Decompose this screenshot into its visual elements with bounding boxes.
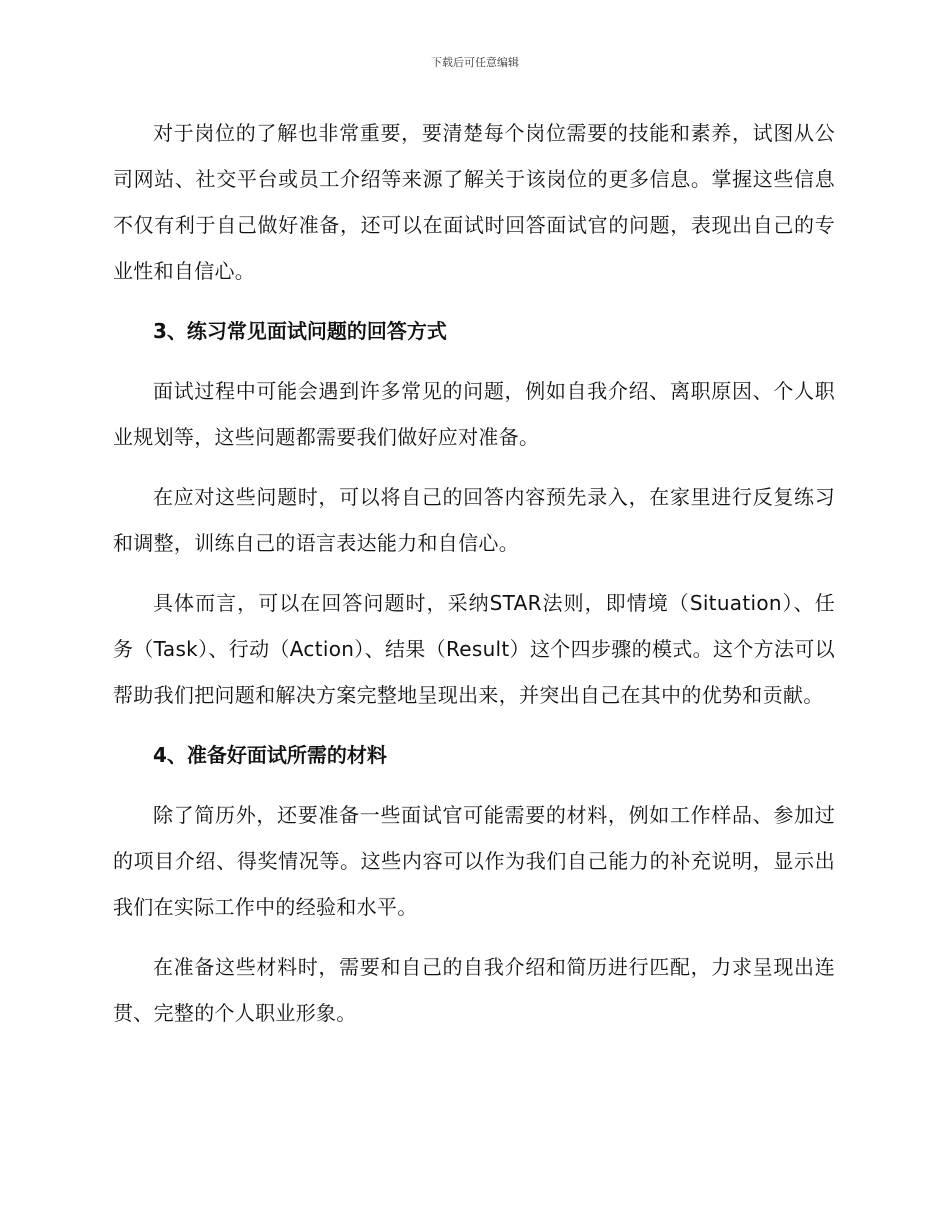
paragraph-practice: 在应对这些问题时，可以将自己的回答内容预先录入，在家里进行反复练习和调整，训练自己的语言表达能力和自信心。 — [113, 485, 835, 555]
paragraph-materials: 除了简历外，还要准备一些面试官可能需要的材料，例如工作样品、参加过的项目介绍、得奖情况等。这些内容可以作为我们自己能力的补充说明，显示出我们在实际工作中的经验和水平。 — [113, 803, 835, 919]
paragraph-matching: 在准备这些材料时，需要和自己的自我介绍和简历进行匹配，力求呈现出连贯、完整的个人职业形象。 — [113, 955, 835, 1025]
header-note: 下载后可任意编辑 — [431, 56, 519, 69]
section-heading-4: 4、准备好面试所需的材料 — [153, 743, 387, 767]
document-body — [113, 110, 835, 1050]
section-heading-3: 3、练习常见面试问题的回答方式 — [153, 319, 447, 343]
paragraph-common-questions: 面试过程中可能会遇到许多常见的问题，例如自我介绍、离职原因、个人职业规划等，这些问题都需要我们做好应对准备。 — [113, 379, 835, 449]
paragraph-star-method: 具体而言，可以在回答问题时，采纳STAR法则，即情境（Situation）、任务（Task）、行动（Action）、结果（Result）这个四步骤的模式。这个方法可以帮助我们把问题和解决方案完整地呈现出来，并突出自己在其中的优势和贡献。 — [113, 591, 835, 707]
paragraph-position-understanding: 对于岗位的了解也非常重要，要清楚每个岗位需要的技能和素养，试图从公司网站、社交平台或员工介绍等来源了解关于该岗位的更多信息。掌握这些信息不仅有利于自己做好准备，还可以在面试时回答面试官的问题，表现出自己的专业性和自信心。 — [113, 121, 835, 283]
